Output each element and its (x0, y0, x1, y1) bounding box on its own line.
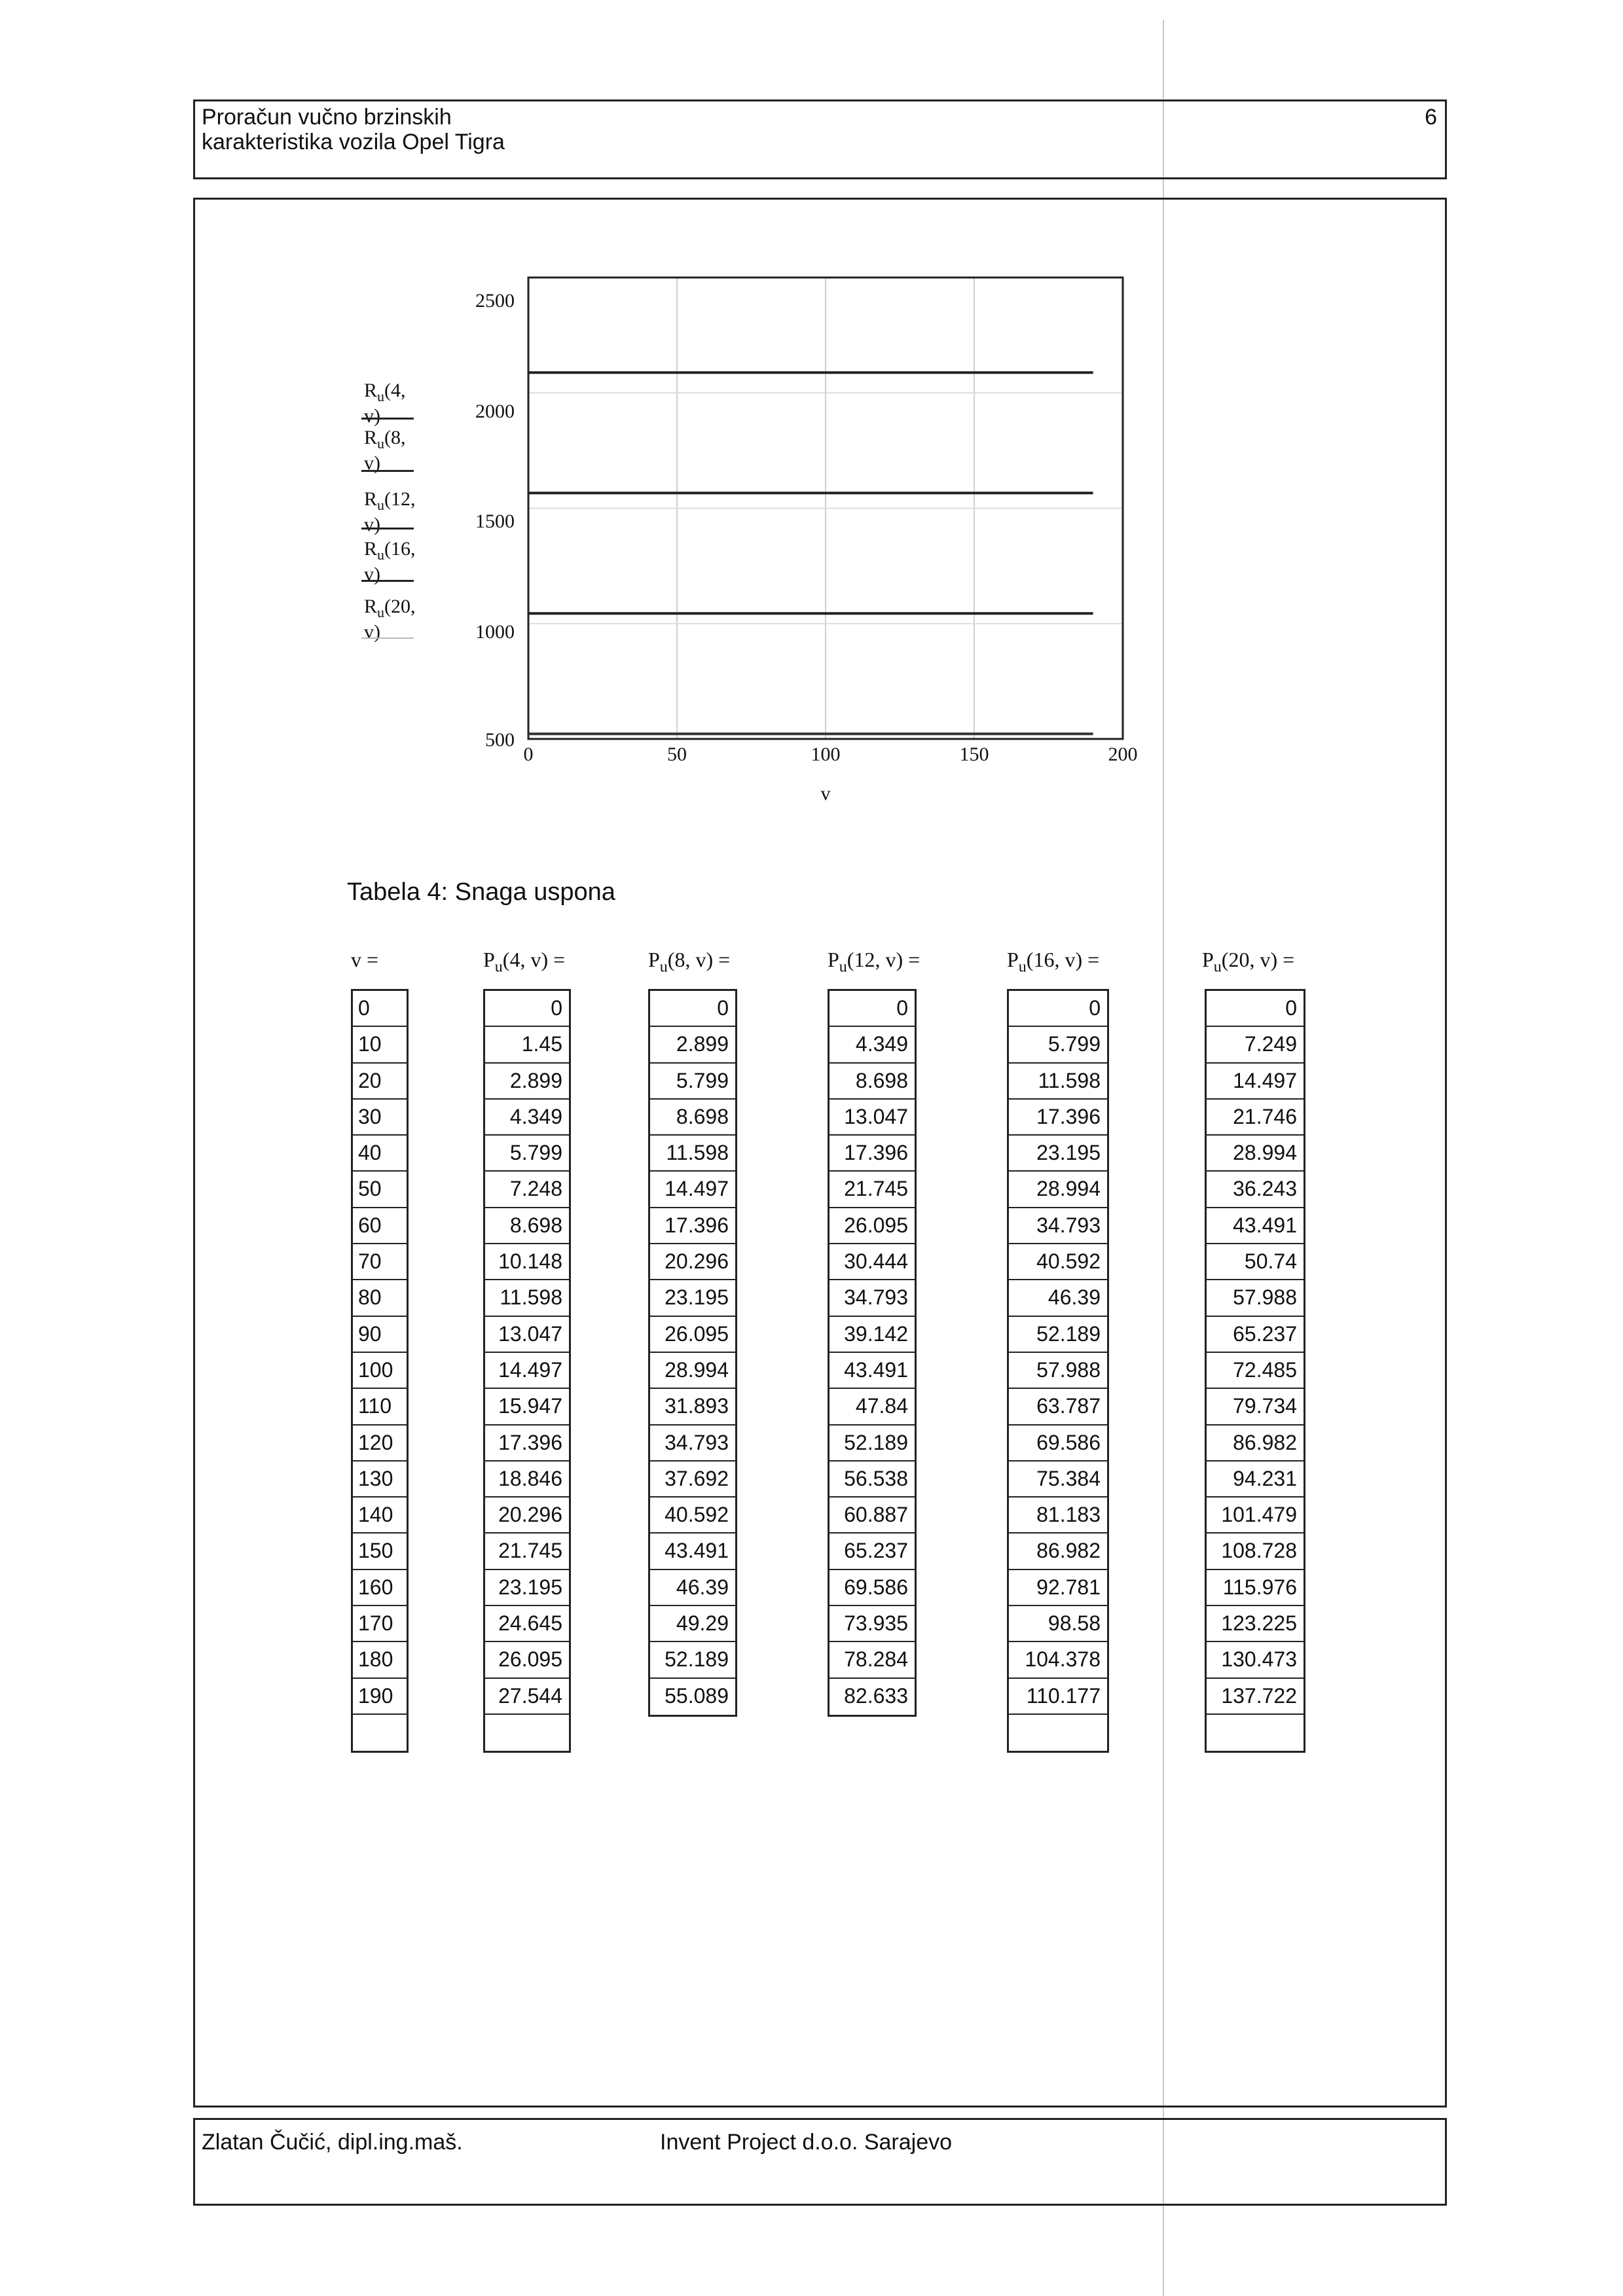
pu-cell: 98.58 (1009, 1606, 1107, 1642)
y-tick-label: 2000 (475, 401, 515, 422)
legend-line (361, 637, 414, 639)
y-tick-label: 1000 (475, 621, 515, 643)
pu-cell: 17.396 (830, 1136, 915, 1172)
pu-cell: 108.728 (1207, 1534, 1304, 1570)
pu-cell: 0 (830, 991, 915, 1027)
pu-cell: 46.39 (1009, 1280, 1107, 1316)
pu-cell: 5.799 (485, 1136, 569, 1172)
legend-item: $R_u(20$, v) (364, 596, 416, 643)
pu-cell: 13.047 (485, 1317, 569, 1353)
pu-cell: 13.047 (830, 1100, 915, 1136)
pu-cell: 30.444 (830, 1244, 915, 1280)
v-cell: 20 (353, 1064, 407, 1100)
pu-cell: 26.095 (830, 1208, 915, 1244)
pu16-column-header: $P_u(16$, v) = (1007, 948, 1100, 976)
pu-cell: 52.189 (830, 1426, 915, 1462)
pu-cell: 24.645 (485, 1606, 569, 1642)
pu-cell: 8.698 (830, 1064, 915, 1100)
legend-item: $R_u(16$, v) (364, 538, 416, 585)
pu-cell: 17.396 (1009, 1100, 1107, 1136)
v-cell: 40 (353, 1136, 407, 1172)
pu-cell: 94.231 (1207, 1462, 1304, 1498)
pu-cell: 5.799 (650, 1064, 735, 1100)
pu-cell: 43.491 (650, 1534, 735, 1570)
pu-cell: 55.089 (665, 1683, 729, 1708)
pu20-column-header: $P_u(20$, v) = (1202, 948, 1295, 976)
pu-cell: 4.349 (830, 1027, 915, 1063)
pu-cell: 37.692 (650, 1462, 735, 1498)
pu-cell: 115.976 (1207, 1570, 1304, 1606)
pu-cell: 4.349 (485, 1100, 569, 1136)
v-cell: 120 (353, 1426, 407, 1462)
pu-cell: 14.497 (485, 1353, 569, 1389)
pu-cell: 130.473 (1207, 1642, 1304, 1678)
pu-cell: 79.734 (1207, 1389, 1304, 1425)
page-footer (193, 2118, 1447, 2206)
header-title-line2: karakteristika vozila Opel Tigra (202, 130, 505, 154)
pu-cell: 17.396 (485, 1426, 569, 1462)
v-cell: 30 (353, 1100, 407, 1136)
v-cell: 100 (353, 1353, 407, 1389)
x-tick-label: 100 (811, 744, 841, 765)
pu-cell: 2.899 (650, 1027, 735, 1063)
v-cell: 110 (353, 1389, 407, 1425)
pu-cell: 11.598 (650, 1136, 735, 1172)
pu-cell: 15.947 (485, 1389, 569, 1425)
pu-cell: 73.935 (830, 1606, 915, 1642)
pu-cell: 26.095 (485, 1642, 569, 1678)
pu-cell: 101.479 (1207, 1498, 1304, 1534)
pu-cell: 8.698 (485, 1208, 569, 1244)
v-cell: 140 (353, 1498, 407, 1534)
pu-cell: 14.497 (1207, 1064, 1304, 1100)
pu-cell: 60.887 (830, 1498, 915, 1534)
pu-cell: 63.787 (1009, 1389, 1107, 1425)
pu-cell: 28.994 (650, 1353, 735, 1389)
pu-cell: 0 (485, 991, 569, 1027)
pu-cell: 5.799 (1009, 1027, 1107, 1063)
pu-cell: 65.237 (1207, 1317, 1304, 1353)
pu-cell: 8.698 (650, 1100, 735, 1136)
v-column (351, 989, 409, 1753)
y-tick-label: 500 (485, 729, 515, 751)
pu-cell: 0 (1009, 991, 1107, 1027)
pu-cell: 7.248 (485, 1172, 569, 1208)
pu-cell: 21.746 (1207, 1100, 1304, 1136)
legend-line (361, 418, 414, 420)
v-cell: 0 (353, 991, 407, 1027)
pu-cell (485, 1715, 569, 1751)
pu-cell: 31.893 (650, 1389, 735, 1425)
v-cell: 180 (353, 1642, 407, 1678)
pu-cell: 7.249 (1207, 1027, 1304, 1063)
pu-cell: 39.142 (830, 1317, 915, 1353)
pu-cell: 26.095 (650, 1317, 735, 1353)
v-cell: 160 (353, 1570, 407, 1606)
pu-cell: 92.781 (1009, 1570, 1107, 1606)
pu-cell: 43.491 (830, 1353, 915, 1389)
x-axis-label: v (820, 783, 831, 804)
pu-cell: 47.84 (830, 1389, 915, 1425)
pu16-column (1007, 989, 1109, 1753)
pu-cell: 69.586 (830, 1570, 915, 1606)
pu-cell: 75.384 (1009, 1462, 1107, 1498)
v-cell: 130 (353, 1462, 407, 1498)
legend-item: $R_u(4$, v) (364, 380, 406, 427)
pu12-column-header: $P_u(12$, v) = (828, 948, 921, 976)
x-tick-label: 50 (667, 744, 687, 765)
pu-cell: 34.793 (830, 1280, 915, 1316)
pu-cell: 17.396 (650, 1208, 735, 1244)
pu-cell: 86.982 (1207, 1426, 1304, 1462)
pu-cell (1207, 1715, 1304, 1751)
pu-cell: 28.994 (1009, 1172, 1107, 1208)
pu-cell: 81.183 (1009, 1498, 1107, 1534)
y-tick-label: 1500 (475, 511, 515, 532)
footer-company: Invent Project d.o.o. Sarajevo (660, 2130, 953, 2155)
pu-cell: 21.745 (485, 1534, 569, 1570)
pu-cell: 46.39 (650, 1570, 735, 1606)
pu-cell: 86.982 (1009, 1534, 1107, 1570)
pu-cell (1009, 1715, 1107, 1751)
v-cell: 150 (353, 1534, 407, 1570)
v-column-header: v = (351, 948, 379, 971)
pu4-column-header: $P_u(4$, v) = (483, 948, 566, 976)
v-cell: 10 (353, 1027, 407, 1063)
pu12-column (828, 989, 917, 1717)
pu-cell: 82.633 (844, 1683, 908, 1708)
pu-cell: 23.195 (1009, 1136, 1107, 1172)
v-cell: 70 (353, 1244, 407, 1280)
v-cell: 50 (353, 1172, 407, 1208)
page-number: 6 (1425, 105, 1437, 130)
header-title-line1: Proračun vučno brzinskih (202, 105, 452, 130)
pu-cell: 49.29 (650, 1606, 735, 1642)
pu-cell: 0 (650, 991, 735, 1027)
legend-line (361, 580, 414, 582)
pu-cell: 34.793 (1009, 1208, 1107, 1244)
pu8-column (648, 989, 737, 1717)
pu-cell: 56.538 (830, 1462, 915, 1498)
v-cell: 170 (353, 1606, 407, 1642)
legend-line (361, 528, 414, 529)
pu4-column (483, 989, 571, 1753)
pu-cell: 11.598 (1009, 1064, 1107, 1100)
pu-cell: 1.45 (485, 1027, 569, 1063)
pu-cell: 2.899 (485, 1064, 569, 1100)
v-cell: 90 (353, 1317, 407, 1353)
pu-cell: 0 (1207, 991, 1304, 1027)
pu-cell: 20.296 (650, 1244, 735, 1280)
v-cell: 190 (353, 1679, 407, 1715)
pu-cell: 40.592 (1009, 1244, 1107, 1280)
v-cell: 80 (353, 1280, 407, 1316)
pu-cell: 43.491 (1207, 1208, 1304, 1244)
pu-cell: 123.225 (1207, 1606, 1304, 1642)
legend-item: $R_u(12$, v) (364, 488, 416, 535)
pu-cell: 65.237 (830, 1534, 915, 1570)
pu-cell: 104.378 (1009, 1642, 1107, 1678)
pu-cell: 20.296 (485, 1498, 569, 1534)
pu-cell: 52.189 (650, 1642, 735, 1678)
legend-line (361, 470, 414, 472)
pu-cell: 110.177 (1009, 1679, 1107, 1715)
table-caption: Tabela 4: Snaga uspona (347, 878, 615, 906)
pu-cell: 18.846 (485, 1462, 569, 1498)
pu-cell: 52.189 (1009, 1317, 1107, 1353)
pu-cell: 11.598 (485, 1280, 569, 1316)
pu-cell: 14.497 (650, 1172, 735, 1208)
pu-cell: 57.988 (1009, 1353, 1107, 1389)
v-cell: 60 (353, 1208, 407, 1244)
chart-plot (0, 0, 1623, 916)
pu-cell: 78.284 (830, 1642, 915, 1678)
x-tick-label: 0 (523, 744, 534, 765)
legend-item: $R_u(8$, v) (364, 427, 406, 474)
pu20-column (1205, 989, 1305, 1753)
footer-author: Zlatan Čučić, dipl.ing.maš. (202, 2130, 463, 2155)
pu-cell: 10.148 (485, 1244, 569, 1280)
x-tick-label: 150 (959, 744, 989, 765)
pu-cell: 34.793 (650, 1426, 735, 1462)
pu-cell: 50.74 (1207, 1244, 1304, 1280)
pu-cell: 23.195 (650, 1280, 735, 1316)
pu-cell: 40.592 (650, 1498, 735, 1534)
pu-cell: 36.243 (1207, 1172, 1304, 1208)
pu-cell: 23.195 (485, 1570, 569, 1606)
x-tick-label: 200 (1108, 744, 1138, 765)
pu-cell: 21.745 (830, 1172, 915, 1208)
pu-cell: 27.544 (485, 1679, 569, 1715)
pu-cell: 28.994 (1207, 1136, 1304, 1172)
pu-cell: 137.722 (1207, 1679, 1304, 1715)
y-tick-label: 2500 (475, 290, 515, 312)
pu-cell: 69.586 (1009, 1426, 1107, 1462)
v-cell (353, 1715, 407, 1751)
pu-cell: 57.988 (1207, 1280, 1304, 1316)
pu8-column-header: $P_u(8$, v) = (648, 948, 731, 976)
pu-cell: 72.485 (1207, 1353, 1304, 1389)
